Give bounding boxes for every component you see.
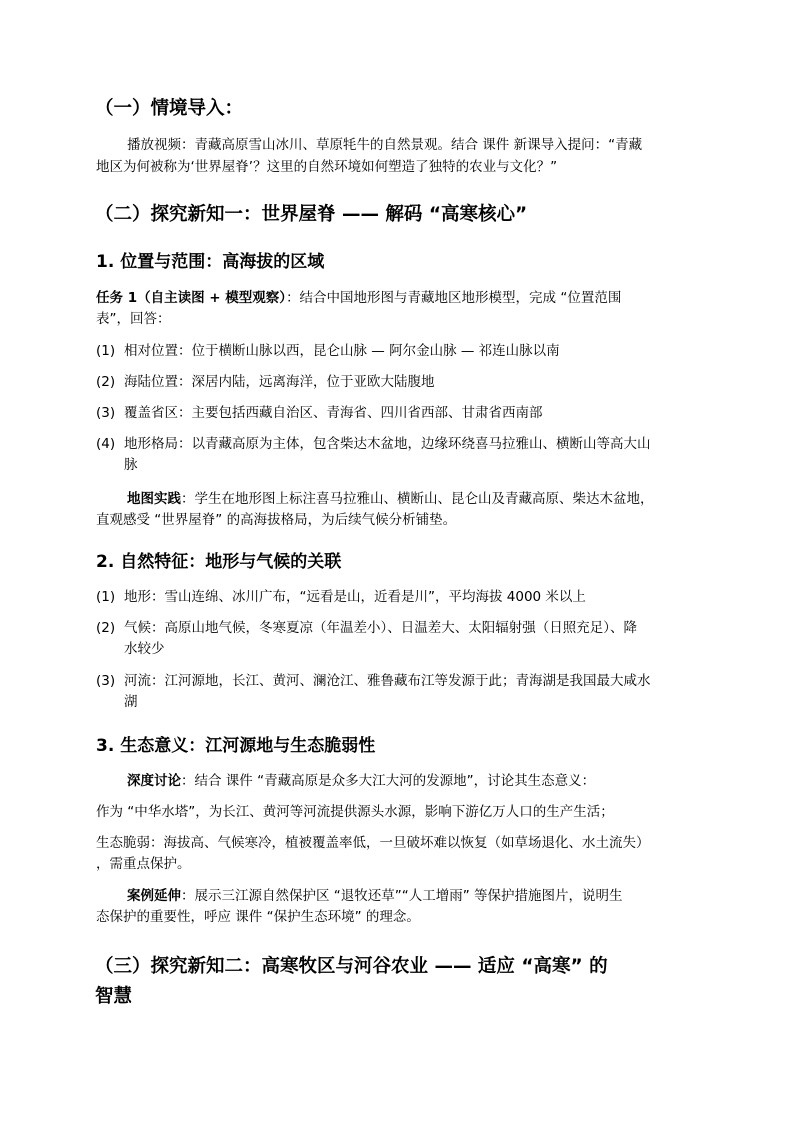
case-text: ：展示三江源自然保护区 “退牧还草”“人工增雨” 等保护措施图片，说明生 [181,888,623,904]
features-heading: 2. 自然特征：地形与气候的关联 [96,552,342,572]
task-text: ：结合中国地形图与青藏地区地形模型，完成 “位置范围 [286,290,622,306]
list-text: 地形格局：以青藏高原为主体，包含柴达木盆地，边缘环绕喜马拉雅山、横断山等高大山 [124,436,651,452]
list-number: (3) [96,673,116,689]
list-number: (1) [96,343,116,359]
water-tower-line: 作为 “中华水塔”，为长江、黄河等河流提供源头水源，影响下游亿万人口的生产生活； [96,804,614,820]
list-text: 地形：雪山连绵、冰川广布，“远看是山，近看是川”，平均海拔 4000 米以上 [124,589,586,605]
location-item-2 [96,372,435,392]
explore-two-heading-line-2: 智慧 [95,986,133,1007]
list-number: (2) [96,620,116,636]
intro-heading: （一）情境导入： [95,98,244,119]
ecology-heading: 3. 生态意义：江河源地与生态脆弱性 [96,736,376,756]
task-label: 任务 1（自主读图 + 模型观察） [96,290,287,306]
list-text: 海陆位置：深居内陆，远离海洋，位于亚欧大陆腹地 [124,374,435,390]
case-paragraph-line-1 [127,886,623,906]
location-item-3 [96,403,543,423]
list-text: 气候：高原山地气候，冬寒夏凉（年温差小）、日温差大、太阳辐射强（日照充足）、降 [124,620,637,636]
list-number: (4) [96,436,116,452]
location-item-4-continued: 脉 [124,457,138,473]
practice-paragraph-line-1 [127,489,654,509]
intro-paragraph-line-1: 播放视频：青藏高原雪山冰川、草原牦牛的自然景观。结合 课件 新课导入提问：“青藏 [127,137,643,153]
case-paragraph-line-2: 态保护的重要性，呼应 课件 “保护生态环境” 的理念。 [96,909,420,925]
task-paragraph-line-1 [96,288,621,308]
discussion-label: 深度讨论 [127,773,181,789]
list-number: (1) [96,589,116,605]
list-text: 相对位置：位于横断山脉以西，昆仑山脉 — 阿尔金山脉 — 祁连山脉以南 [124,343,560,359]
explore-one-heading: （二）探究新知一：世界屋脊 —— 解码 “高寒核心” [95,204,528,225]
features-item-2-continued: 水较少 [124,641,165,657]
case-label: 案例延伸 [127,888,181,904]
intro-paragraph-line-2: 地区为何被称为‘世界屋脊’？这里的自然环境如何塑造了独特的农业与文化？” [96,159,558,175]
list-number: (3) [96,405,116,421]
practice-label: 地图实践 [127,491,181,507]
location-item-1 [96,341,560,361]
discussion-paragraph [127,771,595,791]
list-text: 河流：江河源地，长江、黄河、澜沧江、雅鲁藏布江等发源于此；青海湖是我国最大咸水 [124,673,651,689]
location-heading: 1. 位置与范围：高海拔的区域 [96,252,325,272]
practice-text: ：学生在地形图上标注喜马拉雅山、横断山、昆仑山及青藏高原、柴达木盆地， [181,491,654,507]
discussion-text: ：结合 课件 “青藏高原是众多大江大河的发源地”，讨论其生态意义： [181,773,596,789]
explore-two-heading-line-1: （三）探究新知二：高寒牧区与河谷农业 —— 适应 “高寒” 的 [95,956,608,977]
features-item-3-continued: 湖 [124,694,138,710]
fragility-line-2: ，需重点保护。 [96,856,191,872]
practice-paragraph-line-2: 直观感受 “世界屋脊” 的高海拔格局，为后续气候分析铺垫。 [96,512,457,528]
list-number: (2) [96,374,116,390]
task-paragraph-line-2: 表”，回答： [96,311,171,327]
features-item-3 [96,671,651,691]
features-item-1 [96,587,586,607]
location-item-4 [96,434,651,454]
features-item-2 [96,618,637,638]
fragility-line-1: 生态脆弱：海拔高、气候寒冷，植被覆盖率低，一旦破坏难以恢复（如草场退化、水土流失） [96,835,650,851]
list-text: 覆盖省区：主要包括西藏自治区、青海省、四川省西部、甘肃省西南部 [124,405,543,421]
